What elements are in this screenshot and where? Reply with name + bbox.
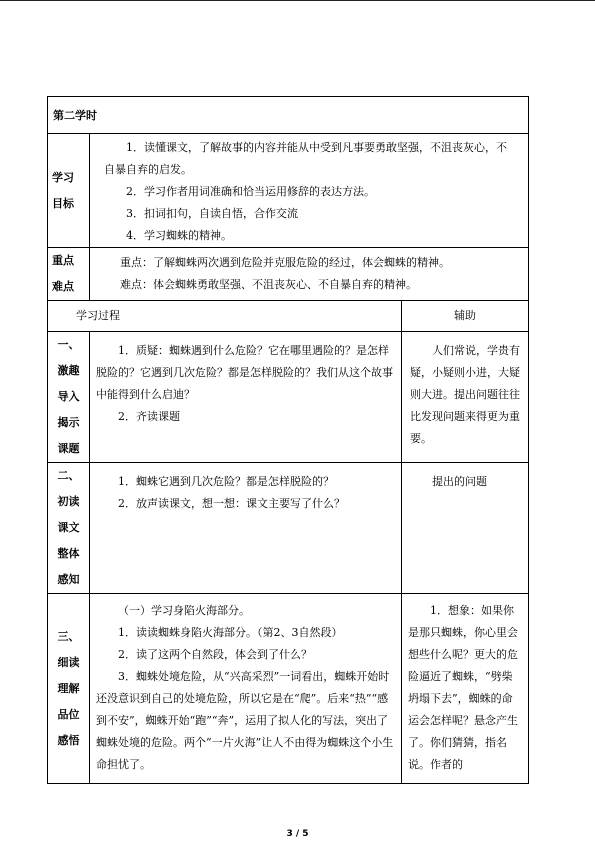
focus-label-line: 重点 <box>52 254 74 267</box>
aux-note: 提出的问题 <box>432 475 487 488</box>
section-label-line: 导入 <box>57 390 80 403</box>
aux-note: 1．想象：如果你是那只蜘蛛，你心里会想些什么呢？更大的危险逼近了蜘蛛，“劈柴坍塌下去”，蜘蛛的命运会怎样呢？悬念产生了。你们猜猜，指名说。作者的 <box>408 604 518 771</box>
goals-row <box>48 134 529 248</box>
section-paragraph: 1．蜘蛛它遇到几次危险？都是怎样脱险的？ <box>118 475 334 488</box>
section-label-line: 整体 <box>57 547 80 560</box>
section-paragraph: 1．读读蜘蛛身陷火海部分。（第2、3自然段） <box>118 626 343 639</box>
section-label-line: 课文 <box>57 521 80 534</box>
focus-row <box>48 248 529 301</box>
section-label-line: 课题 <box>57 442 80 455</box>
focus-content <box>90 248 529 301</box>
goals-label-line: 目标 <box>52 196 74 210</box>
goal-item: 3．扣词扣句，自读自悟，合作交流 <box>126 207 298 220</box>
section-label-line: 揭示 <box>57 416 80 429</box>
focus-label-line: 难点 <box>52 280 74 293</box>
section-paragraph: 2．齐读课题 <box>118 410 180 423</box>
section-label <box>48 463 90 594</box>
lesson-plan-table <box>47 96 529 784</box>
page-top-rule <box>0 0 595 1</box>
goal-item: 4．学习蜘蛛的精神。 <box>126 229 232 242</box>
page-number: 3 / 5 <box>286 829 309 839</box>
focus-label <box>48 248 90 301</box>
goals-label-line: 学习 <box>52 170 74 184</box>
section-label <box>48 332 90 463</box>
section-label-line: 初读 <box>57 495 80 508</box>
section-label-line: 感悟 <box>57 733 80 747</box>
process-header: 学习过程 <box>48 301 402 332</box>
lesson-period-title: 第二学时 <box>48 97 529 134</box>
section-label <box>48 594 90 784</box>
focus-item: 重点：了解蜘蛛两次遇到危险并克服危险的经过，体会蜘蛛的精神。 <box>120 256 450 269</box>
section-paragraph: 2．放声读课文，想一想：课文主要写了什么？ <box>118 497 345 510</box>
section-paragraph: 2．读了这两个自然段，体会到了什么？ <box>118 648 312 661</box>
aux-note: 人们常说，学贵有疑，小疑则小进，大疑则大进。提出问题往往比发现问题来得更为重要。 <box>410 344 520 445</box>
section-content <box>90 463 402 594</box>
section-label-line: 理解 <box>57 681 80 695</box>
section-paragraph: （一）学习身陷火海部分。 <box>118 604 250 617</box>
section-label-line: 细读 <box>57 655 80 669</box>
goal-item: 2．学习作者用词准确和恰当运用修辞的表达方法。 <box>126 185 375 198</box>
goals-content <box>90 134 529 248</box>
header-row <box>48 97 529 134</box>
section-paragraph: 1．质疑：蜘蛛遇到什么危险？它在哪里遇险的？是怎样脱险的？它遇到几次危险？都是怎样脱险的？我们从这个故事中能得到什么启迪？ <box>96 344 393 401</box>
aux-header: 辅助 <box>402 301 529 332</box>
process-header-row <box>48 301 529 332</box>
section-content <box>90 594 402 784</box>
section-row <box>48 594 529 784</box>
section-aux <box>402 594 529 784</box>
section-label-line: 三、 <box>57 629 80 643</box>
section-label-line: 感知 <box>57 573 80 586</box>
section-row <box>48 463 529 594</box>
goals-label <box>48 134 90 248</box>
section-content <box>90 332 402 463</box>
section-label-line: 品位 <box>57 707 80 721</box>
section-row <box>48 332 529 463</box>
goal-item: 1．读懂课文，了解故事的内容并能从中受到凡事要勇敢坚强，不沮丧灰心，不自暴自弃的启发。 <box>104 141 507 176</box>
focus-item: 难点：体会蜘蛛勇敢坚强、不沮丧灰心、不自暴自弃的精神。 <box>120 278 417 291</box>
section-label-line: 一、 <box>57 338 80 351</box>
section-label-line: 激趣 <box>57 364 80 377</box>
section-aux <box>402 332 529 463</box>
section-paragraph: 3．蜘蛛处境危险，从“兴高采烈”一词看出，蜘蛛开始时还没意识到自己的处境危险，所以它是在“爬”。后来“热”“感到不安”，蜘蛛开始“跑”“奔”，运用了拟人化的写法，突出了蜘蛛处境的危险。两个“一片火海”让人不由得为蜘蛛这个小生命担忧了。 <box>96 670 394 771</box>
section-aux <box>402 463 529 594</box>
section-label-line: 二、 <box>57 469 80 482</box>
